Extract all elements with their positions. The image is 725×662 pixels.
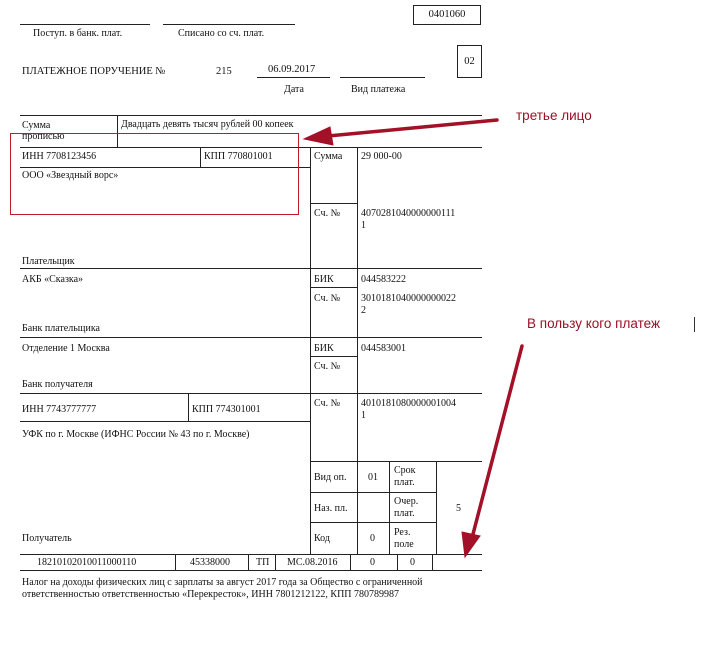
- arrow-beneficiary: [462, 346, 522, 557]
- payer-account-line1: 4070281040000000111: [361, 208, 456, 219]
- payer-bik: 044583222: [361, 274, 406, 285]
- payment-purpose: Налог на доходы физических лиц с зарплаты за август 2017 года за Общество с ограниченной ответственностью ответственностью «Перекресток», ИНН 7801212122, КПП 780789987: [22, 577, 423, 600]
- purpose-label: Наз. пл.: [314, 503, 348, 514]
- amount-words-label: Сумма прописью: [22, 120, 65, 142]
- recipient-kpp: КПП 774301001: [192, 404, 261, 415]
- beneficiary-note: В пользу кого платеж: [527, 316, 660, 331]
- debited-label: Списано со сч. плат.: [178, 28, 265, 39]
- payer-bank-label: Банк плательщика: [22, 323, 100, 334]
- recipient-bank-account-label: Сч. №: [314, 361, 341, 372]
- payment-type-label: Вид платежа: [351, 84, 406, 95]
- tax-doc-date: 0: [410, 557, 415, 568]
- recipient-account-line1: 4010181080000001004: [361, 398, 456, 409]
- payment-number: 215: [216, 66, 232, 77]
- op-type-label: Вид оп.: [314, 472, 347, 483]
- tax-basis: ТП: [256, 557, 270, 568]
- recipient-label: Получатель: [22, 533, 72, 544]
- sum-label: Сумма: [314, 151, 343, 162]
- form-code: 0401060: [428, 9, 466, 20]
- code-label: Код: [314, 533, 330, 544]
- amount-words-value: Двадцать девять тысяч рублей 00 копеек: [121, 119, 294, 130]
- recipient-account-label: Сч. №: [314, 398, 341, 409]
- received-label: Поступ. в банк. плат.: [33, 28, 123, 39]
- order-label: Очер. плат.: [394, 496, 419, 519]
- arrow-third-party: [304, 120, 497, 145]
- tax-period: МС.08.2016: [287, 557, 338, 568]
- recipient-bik: 044583001: [361, 343, 406, 354]
- recipient-account-line2: 1: [361, 410, 366, 421]
- payer-account-label: Сч. №: [314, 208, 341, 219]
- tax-kbk: 18210102010011000110: [37, 557, 137, 568]
- sum-value: 29 000-00: [361, 151, 402, 162]
- payer-bik-label: БИК: [314, 274, 334, 285]
- payer-kpp: КПП 770801001: [204, 151, 273, 162]
- payment-date: 06.09.2017: [268, 64, 316, 75]
- term-label: Срок плат.: [394, 465, 416, 488]
- payer-bank-name: АКБ «Сказка»: [22, 274, 84, 285]
- recipient-bank-name: Отделение 1 Москва: [22, 343, 110, 354]
- recipient-bank-label: Банк получателя: [22, 379, 93, 390]
- recipient-name: УФК по г. Москве (ИФНС России № 43 по г. Москве): [22, 429, 250, 440]
- tax-doc-number: 0: [370, 557, 375, 568]
- document-title: ПЛАТЕЖНОЕ ПОРУЧЕНИЕ №: [22, 66, 166, 77]
- recipient-inn: ИНН 7743777777: [22, 404, 97, 415]
- payer-bank-account-line2: 2: [361, 305, 366, 316]
- text-cursor: [694, 317, 695, 332]
- payer-account-line2: 1: [361, 220, 366, 231]
- reserve-label: Рез. поле: [394, 527, 414, 550]
- payer-bank-account-label: Сч. №: [314, 293, 341, 304]
- order: 5: [456, 503, 461, 514]
- status-code: 02: [464, 56, 475, 67]
- code: 0: [370, 533, 375, 544]
- payer-inn: ИНН 7708123456: [22, 151, 97, 162]
- recipient-bik-label: БИК: [314, 343, 334, 354]
- payer-name: ООО «Звездный ворс»: [22, 170, 119, 181]
- payer-label: Плательщик: [22, 256, 75, 267]
- payer-bank-account-line1: 3010181040000000022: [361, 293, 456, 304]
- op-type: 01: [368, 472, 378, 483]
- date-label: Дата: [284, 84, 304, 95]
- third-party-note: третье лицо: [516, 108, 592, 123]
- tax-oktmo: 45338000: [190, 557, 230, 568]
